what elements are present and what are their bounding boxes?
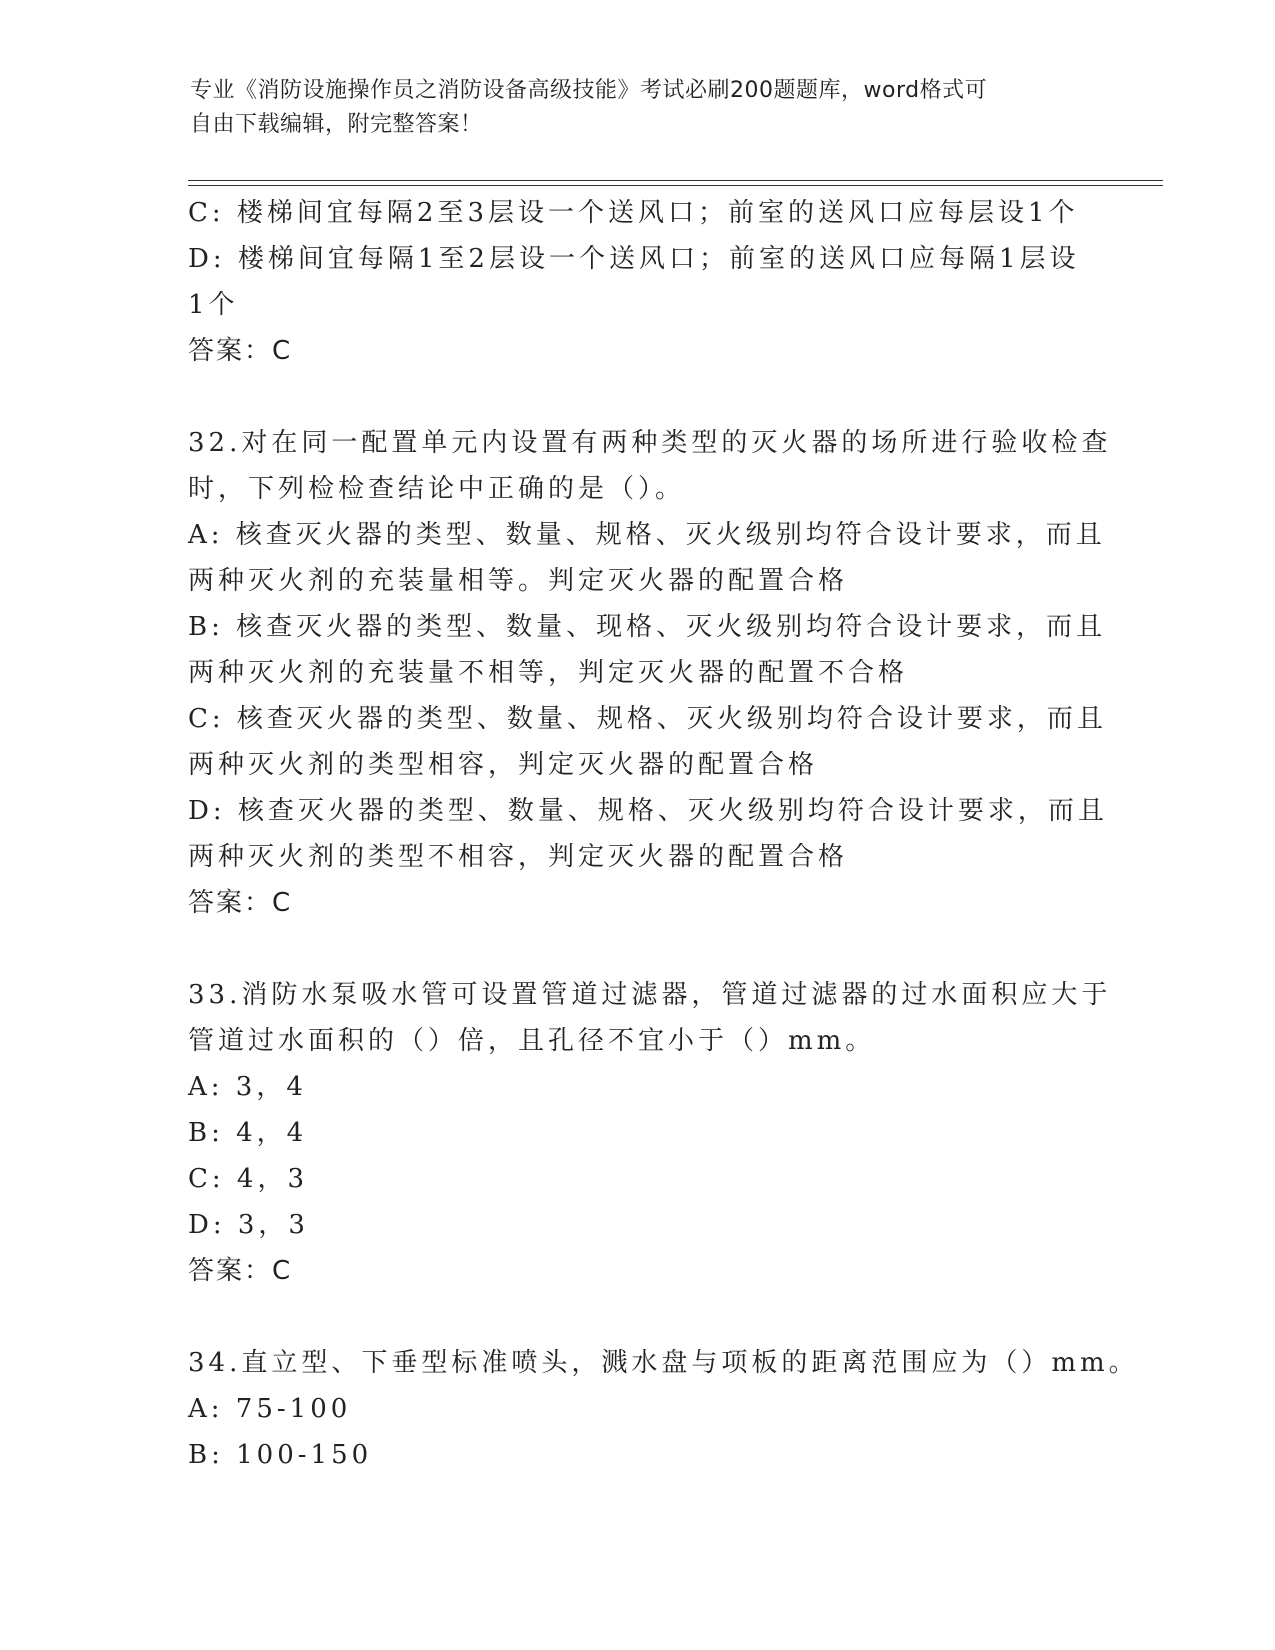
answer: 答案：C [188,336,293,366]
question-content [188,190,1139,1478]
spacer [188,1294,1088,1340]
header-divider-top [188,180,1163,181]
option-b: B: 4，4 [188,1118,308,1148]
option-c-line-2: 两种灭火剂的类型相容，判定灭火器的配置合格 [188,750,819,780]
option-d-line-1: D: 楼梯间宜每隔1至2层设一个送风口；前室的送风口应每隔1层设 [188,244,1080,274]
option-a: A: 3，4 [188,1072,307,1102]
spacer [188,926,1088,972]
option-a: A: 75-100 [188,1394,352,1424]
option-d-line-2: 1个 [188,290,239,320]
spacer [188,374,1088,420]
question-stem-line-2: 管道过水面积的（）倍，且孔径不宜小于（）mm。 [188,1026,876,1056]
header-title-line-1: 专业《消防设施操作员之消防设备高级技能》考试必刷200题题库，word格式可 [190,78,988,103]
header-divider-bottom [188,185,1163,186]
option-d: D: 3，3 [188,1210,309,1240]
option-a-line-1: A: 核查灭火器的类型、数量、规格、灭火级别均符合设计要求，而且 [188,520,1106,550]
option-c-line-1: C: 核查灭火器的类型、数量、规格、灭火级别均符合设计要求，而且 [188,704,1107,734]
option-c: C: 楼梯间宜每隔2至3层设一个送风口；前室的送风口应每层设1个 [188,198,1079,228]
option-d-line-2: 两种灭火剂的类型不相容，判定灭火器的配置合格 [188,842,849,872]
answer: 答案：C [188,888,293,918]
question-33 [188,972,1112,1294]
question-stem-line-1: 34.直立型、下垂型标准喷头，溅水盘与项板的距离范围应为（）mm。 [188,1348,1139,1378]
page-header [190,74,1090,142]
option-d-line-1: D: 核查灭火器的类型、数量、规格、灭火级别均符合设计要求，而且 [188,796,1108,826]
option-b-line-2: 两种灭火剂的充装量不相等，判定灭火器的配置不合格 [188,658,909,688]
question-stem-line-2: 时，下列检检查结论中正确的是（）。 [188,474,686,504]
option-a-line-2: 两种灭火剂的充装量相等。判定灭火器的配置合格 [188,566,849,596]
option-c: C: 4，3 [188,1164,309,1194]
option-b-line-1: B: 核查灭火器的类型、数量、现格、灭火级别均符合设计要求，而且 [188,612,1107,642]
question-32 [188,420,1112,926]
answer: 答案：C [188,1256,293,1286]
question-34 [188,1340,1139,1478]
question-stem-line-1: 33.消防水泵吸水管可设置管道过滤器，管道过滤器的过水面积应大于 [188,980,1112,1010]
question-stem-line-1: 32.对在同一配置单元内设置有两种类型的灭火器的场所进行验收检查 [188,428,1112,458]
option-b: B: 100-150 [188,1440,373,1470]
question-31-tail [188,190,1088,374]
header-title-line-2: 自由下载编辑，附完整答案！ [190,112,483,137]
